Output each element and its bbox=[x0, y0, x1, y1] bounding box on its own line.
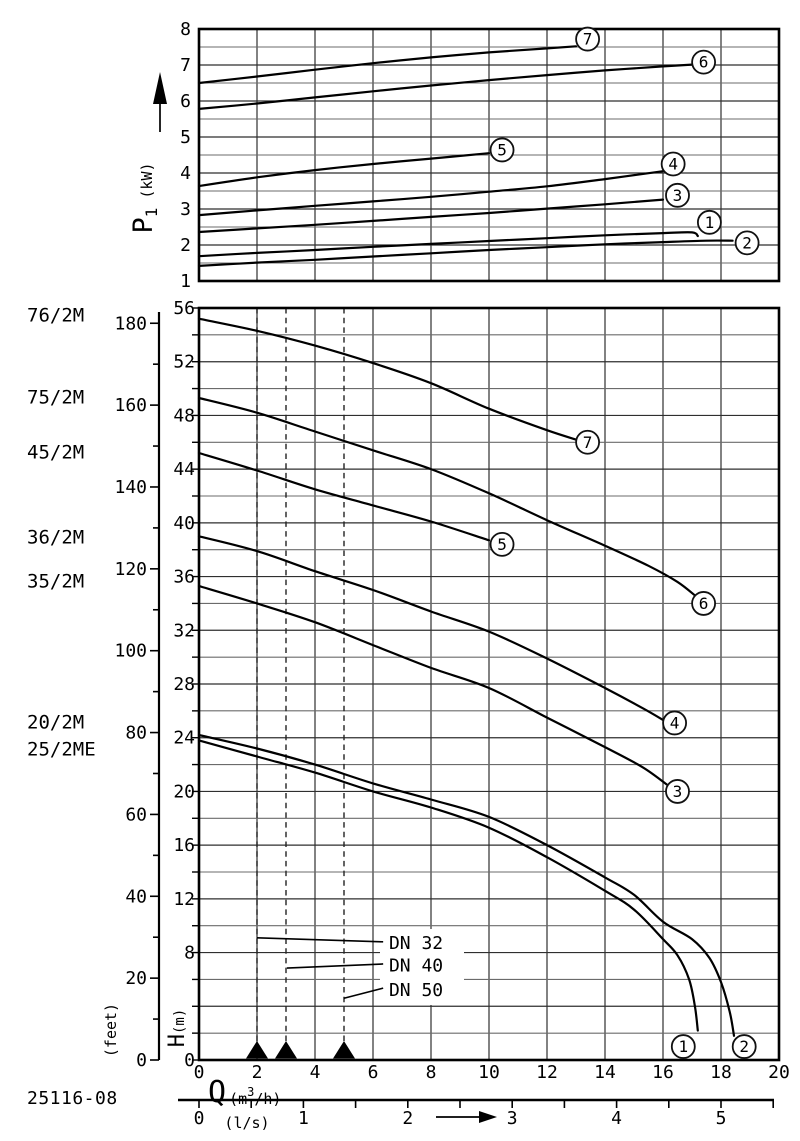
p1-axis-tick-label: 4 bbox=[180, 163, 191, 184]
feet-axis-tick-label: 80 bbox=[125, 722, 147, 744]
ls-axis-tick-label: 5 bbox=[715, 1108, 727, 1129]
p1-axis-up-arrow-icon bbox=[153, 72, 167, 132]
feet-axis-tick-label: 120 bbox=[114, 558, 147, 580]
duty-point-triangle-marker bbox=[246, 1041, 268, 1059]
ls-axis-title: (l/s) bbox=[224, 1114, 270, 1132]
feet-axis bbox=[102, 312, 159, 1071]
arrow-head bbox=[479, 1111, 497, 1123]
p1-axis-tick-label: 1 bbox=[180, 271, 191, 292]
m-axis-tick-label: 52 bbox=[173, 351, 195, 373]
pump-model-label-3: 35/2M bbox=[27, 570, 85, 593]
q-axis-title: Q ($m^3_{/h)}$ bbox=[208, 1075, 282, 1110]
curve-label-number-power-1: 1 bbox=[704, 212, 715, 232]
m-axis-tick-label: 32 bbox=[173, 620, 195, 642]
p1-axis-tick-label: 8 bbox=[180, 19, 191, 40]
q-axis-tick-label: 2 bbox=[251, 1062, 263, 1083]
duty-point-triangle-marker bbox=[275, 1041, 297, 1059]
curve-label-number-power-3: 3 bbox=[672, 185, 683, 205]
feet-axis-tick-label: 60 bbox=[125, 804, 147, 826]
p1-axis-tick-label: 6 bbox=[180, 91, 191, 112]
pump-model-label-4: 36/2M bbox=[27, 526, 85, 549]
ls-axis-tick-label: 2 bbox=[402, 1108, 414, 1129]
p1-axis-title: P1 (kW) bbox=[128, 162, 161, 234]
q-axis-tick-label: 20 bbox=[768, 1062, 790, 1083]
curve-label-number-power-7: 7 bbox=[582, 29, 593, 49]
curve-label-number-head-3: 3 bbox=[672, 781, 683, 801]
duty-point-triangle-marker bbox=[333, 1041, 355, 1059]
m-axis-tick-label: 56 bbox=[173, 298, 195, 319]
dn-leader-line bbox=[344, 988, 383, 998]
pump-model-label-7: 76/2M bbox=[27, 304, 85, 327]
q-axis-tick-label: 12 bbox=[536, 1062, 558, 1083]
head-curve-3 bbox=[199, 586, 669, 786]
flow-axis-right-arrow-icon bbox=[436, 1111, 497, 1123]
dn-leader-line bbox=[287, 964, 383, 968]
head-chart bbox=[102, 298, 790, 1132]
p1-axis-tick-label: 2 bbox=[180, 235, 191, 256]
feet-axis-tick-label: 20 bbox=[125, 968, 147, 990]
power-curve-6 bbox=[199, 65, 692, 109]
pump-model-label-6: 75/2M bbox=[27, 386, 85, 409]
m-axis-tick-label: 16 bbox=[173, 835, 195, 857]
feet-axis-title: (feet) bbox=[102, 1002, 120, 1058]
pump-model-label-2: 25/2ME bbox=[27, 738, 96, 761]
ls-axis-tick-label: 3 bbox=[506, 1108, 518, 1129]
m-axis-tick-label: 44 bbox=[173, 459, 195, 481]
curve-label-number-power-4: 4 bbox=[668, 154, 678, 174]
dn-size-label-dn-40: DN 40 bbox=[388, 955, 444, 977]
m-axis-tick-label: 28 bbox=[173, 674, 195, 695]
pump-model-label-1: 20/2M bbox=[27, 711, 85, 734]
head-curve-6 bbox=[199, 398, 695, 595]
dn-leader-line bbox=[257, 938, 383, 942]
ls-axis-tick-label: 4 bbox=[611, 1108, 623, 1129]
m-axis-tick-label: 48 bbox=[173, 405, 195, 427]
p1-axis-tick-label: 7 bbox=[180, 55, 191, 76]
ls-axis-tick-label: 1 bbox=[297, 1108, 309, 1129]
power-curve-2 bbox=[199, 241, 733, 266]
dn-size-label-dn-50: DN 50 bbox=[388, 980, 444, 1002]
p1-axis-tick-label: 3 bbox=[180, 199, 191, 220]
feet-axis-tick-label: 100 bbox=[114, 640, 147, 662]
q-axis-tick-label: 18 bbox=[710, 1062, 732, 1083]
m-axis-tick-label: 8 bbox=[184, 942, 195, 964]
dn-size-label-dn-32: DN 32 bbox=[388, 933, 444, 955]
q-axis-tick-label: 6 bbox=[367, 1062, 379, 1083]
q-axis-tick-label: 4 bbox=[309, 1062, 321, 1083]
curve-label-number-head-7: 7 bbox=[582, 432, 593, 452]
q-axis-tick-label: 10 bbox=[478, 1062, 500, 1083]
feet-axis-tick-label: 140 bbox=[114, 476, 147, 498]
head-curve-4 bbox=[199, 536, 666, 721]
m-axis-tick-label: 20 bbox=[173, 781, 195, 803]
feet-axis-tick-label: 0 bbox=[136, 1050, 147, 1071]
curve-label-number-head-5: 5 bbox=[497, 534, 507, 554]
curve-label-number-power-2: 2 bbox=[742, 233, 752, 253]
document-number: 25116-08 bbox=[27, 1088, 118, 1109]
curve-label-number-power-6: 6 bbox=[698, 52, 709, 72]
feet-axis-tick-label: 180 bbox=[114, 313, 147, 335]
q-axis-tick-label: 0 bbox=[193, 1062, 205, 1083]
m-axis-tick-label: 0 bbox=[184, 1050, 195, 1071]
power-curve-5 bbox=[199, 153, 489, 186]
feet-axis-tick-label: 160 bbox=[114, 395, 147, 417]
q-axis-tick-label: 8 bbox=[425, 1062, 437, 1083]
arrow-head bbox=[153, 72, 167, 104]
m-axis-tick-label: 12 bbox=[173, 888, 195, 910]
ls-axis-tick-label: 0 bbox=[193, 1108, 205, 1129]
feet-axis-tick-label: 40 bbox=[125, 886, 147, 908]
h-axis-title: H(m) bbox=[165, 1008, 190, 1048]
head-curve-7 bbox=[199, 319, 576, 440]
curve-label-number-head-4: 4 bbox=[669, 713, 680, 733]
curve-label-number-head-2: 2 bbox=[739, 1037, 750, 1057]
m-axis-tick-label: 36 bbox=[173, 566, 195, 588]
pump-model-label-5: 45/2M bbox=[27, 441, 85, 464]
curve-label-number-head-6: 6 bbox=[698, 593, 709, 613]
p1-axis-tick-label: 5 bbox=[180, 127, 191, 148]
m-axis-tick-label: 24 bbox=[173, 727, 195, 749]
curve-label-number-power-5: 5 bbox=[497, 140, 507, 160]
m-axis-tick-label: 40 bbox=[173, 512, 195, 534]
q-axis-tick-label: 16 bbox=[652, 1062, 674, 1083]
curve-label-number-head-1: 1 bbox=[678, 1037, 689, 1057]
pump-model-label-list bbox=[27, 305, 96, 761]
head-curve-2 bbox=[199, 735, 734, 1036]
q-axis-tick-label: 14 bbox=[594, 1062, 616, 1083]
